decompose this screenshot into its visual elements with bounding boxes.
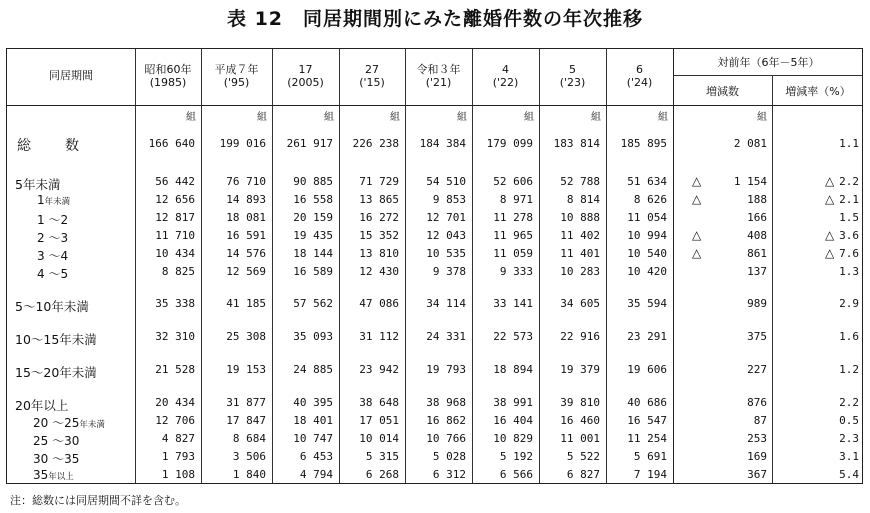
- table-cell: 11 054: [627, 211, 667, 224]
- table-cell: 23 291: [627, 330, 667, 343]
- row-label: [15, 396, 68, 414]
- unit-label: 組: [457, 112, 467, 123]
- negative-mark: △: [825, 192, 835, 206]
- row-label: [37, 265, 68, 282]
- table-cell: 226 238: [352, 137, 399, 150]
- table-title: 表 12 同居期間別にみた離婚件数の年次推移: [226, 8, 644, 30]
- table-cell: 199 016: [219, 137, 266, 150]
- table-cell: 8 684: [232, 432, 266, 445]
- unit-label: 組: [757, 112, 767, 123]
- table-cell: 10 829: [493, 432, 533, 445]
- table-cell: 12 656: [155, 193, 195, 206]
- table-cell: 4 794: [299, 468, 333, 481]
- table-cell: 56 442: [155, 175, 195, 188]
- table-cell: 12 043: [426, 229, 466, 242]
- unit-label: 組: [390, 112, 400, 123]
- header-year: [135, 63, 201, 89]
- table-cell: 38 648: [359, 396, 399, 409]
- table-cell: 52 788: [560, 175, 600, 188]
- table-cell: 6 566: [499, 468, 533, 481]
- table-cell: 32 310: [155, 330, 195, 343]
- table-cell: 8 825: [161, 265, 195, 278]
- table-cell: 6 268: [365, 468, 399, 481]
- table-cell: 1 108: [161, 468, 195, 481]
- table-cell: 4 827: [161, 432, 195, 445]
- row-label: [33, 468, 74, 482]
- header-year-top: 17: [298, 63, 313, 76]
- row-label-text: 20年以上: [15, 398, 69, 413]
- table-cell: 25 308: [226, 330, 266, 343]
- row-label-suffix: 年未満: [79, 420, 105, 430]
- table-cell: 35 338: [155, 297, 195, 310]
- table-cell: 10 766: [426, 432, 466, 445]
- table-cell: 13 810: [359, 247, 399, 260]
- table-cell: 22 573: [493, 330, 533, 343]
- header-rate: 増減率（%）: [785, 85, 851, 98]
- row-label: [15, 363, 97, 381]
- row-label: [33, 432, 79, 449]
- diff-cell: 227: [747, 363, 767, 376]
- rate-cell: 7.6: [839, 247, 859, 260]
- row-label: [37, 193, 70, 207]
- rate-cell: 2.2: [839, 175, 859, 188]
- table-cell: 5 691: [633, 450, 667, 463]
- diff-cell: 367: [747, 468, 767, 481]
- table-cell: 8 814: [566, 193, 600, 206]
- table-cell: 40 395: [293, 396, 333, 409]
- table-cell: 12 569: [226, 265, 266, 278]
- table-cell: 7 194: [633, 468, 667, 481]
- table-cell: 183 814: [553, 137, 600, 150]
- header-year: [405, 63, 472, 89]
- table-cell: 11 059: [493, 247, 533, 260]
- header-year-top: 昭和60年: [144, 63, 192, 76]
- table-cell: 10 747: [293, 432, 333, 445]
- diff-cell: 876: [747, 396, 767, 409]
- rate-cell: 1.6: [839, 330, 859, 343]
- table-cell: 41 185: [226, 297, 266, 310]
- table-cell: 47 086: [359, 297, 399, 310]
- table-cell: 23 942: [359, 363, 399, 376]
- table-cell: 19 606: [627, 363, 667, 376]
- header-year: [272, 63, 339, 89]
- row-label-text: 10～15年未満: [15, 332, 97, 347]
- table-cell: 9 378: [432, 265, 466, 278]
- table-cell: 11 401: [560, 247, 600, 260]
- row-label: [17, 135, 89, 155]
- unit-label: 組: [257, 112, 267, 123]
- row-label: [37, 211, 68, 228]
- header-year-top: 4: [502, 63, 509, 76]
- negative-mark: △: [692, 192, 702, 206]
- header-year: [539, 63, 606, 89]
- diff-cell: 169: [747, 450, 767, 463]
- rate-cell: 1.1: [839, 137, 859, 150]
- table-cell: 11 001: [560, 432, 600, 445]
- table-cell: 185 895: [620, 137, 667, 150]
- table-cell: 1 840: [232, 468, 266, 481]
- table-cell: 10 994: [627, 229, 667, 242]
- unit-label: 組: [324, 112, 334, 123]
- diff-cell: 2 081: [733, 137, 767, 150]
- header-year-bottom: ('15): [359, 76, 385, 89]
- table-cell: 24 331: [426, 330, 466, 343]
- table-cell: 16 558: [293, 193, 333, 206]
- table-cell: 57 562: [293, 297, 333, 310]
- rate-cell: 0.5: [839, 414, 859, 427]
- table-cell: 71 729: [359, 175, 399, 188]
- table-cell: 20 159: [293, 211, 333, 224]
- negative-mark: △: [692, 228, 702, 242]
- rate-cell: 3.1: [839, 450, 859, 463]
- table-cell: 76 710: [226, 175, 266, 188]
- diff-cell: 253: [747, 432, 767, 445]
- table-cell: 12 817: [155, 211, 195, 224]
- table-cell: 11 278: [493, 211, 533, 224]
- table-cell: 18 894: [493, 363, 533, 376]
- row-label: [37, 247, 68, 264]
- rate-cell: 1.5: [839, 211, 859, 224]
- table-cell: 3 506: [232, 450, 266, 463]
- unit-label: 組: [658, 112, 668, 123]
- table-cell: 11 254: [627, 432, 667, 445]
- table-cell: 16 591: [226, 229, 266, 242]
- table-cell: 16 547: [627, 414, 667, 427]
- diff-cell: 375: [747, 330, 767, 343]
- table-cell: 22 916: [560, 330, 600, 343]
- row-label: [33, 414, 105, 431]
- table-cell: 179 099: [486, 137, 533, 150]
- table-cell: 6 312: [432, 468, 466, 481]
- rate-cell: 3.6: [839, 229, 859, 242]
- table-cell: 12 430: [359, 265, 399, 278]
- rate-cell: 1.3: [839, 265, 859, 278]
- table-cell: 24 885: [293, 363, 333, 376]
- header-diff: 増減数: [706, 85, 739, 98]
- row-label-text: 1: [37, 193, 45, 207]
- diff-cell: 87: [753, 414, 767, 427]
- rate-cell: 2.3: [839, 432, 859, 445]
- row-label-text: 5年未満: [15, 177, 61, 192]
- row-label-text: 15～20年未満: [15, 365, 97, 380]
- table-cell: 16 404: [493, 414, 533, 427]
- row-label-text: 4 ～5: [37, 267, 69, 281]
- table-cell: 16 272: [359, 211, 399, 224]
- table-cell: 11 710: [155, 229, 195, 242]
- table-cell: 5 522: [566, 450, 600, 463]
- table-cell: 184 384: [419, 137, 466, 150]
- table-cell: 19 793: [426, 363, 466, 376]
- unit-label: 組: [524, 112, 534, 123]
- table-cell: 1 793: [161, 450, 195, 463]
- unit-label: 組: [186, 112, 196, 123]
- table-cell: 10 014: [359, 432, 399, 445]
- table-cell: 5 315: [365, 450, 399, 463]
- table-cell: 12 701: [426, 211, 466, 224]
- row-label: [15, 330, 97, 348]
- header-year: [201, 63, 272, 89]
- rate-cell: 2.9: [839, 297, 859, 310]
- row-label-text: 総 数: [17, 138, 89, 154]
- table-cell: 17 051: [359, 414, 399, 427]
- table-cell: 18 401: [293, 414, 333, 427]
- table-cell: 10 283: [560, 265, 600, 278]
- header-year-bottom: ('22): [492, 76, 519, 89]
- table-cell: 13 865: [359, 193, 399, 206]
- header-year-top: 6: [636, 63, 643, 76]
- table-cell: 261 917: [286, 137, 333, 150]
- header-year-bottom: (2005): [287, 76, 324, 89]
- negative-mark: △: [692, 174, 702, 188]
- header-year: [472, 63, 539, 89]
- table-cell: 33 141: [493, 297, 533, 310]
- row-label-text: 35: [33, 468, 49, 482]
- row-label-text: 3 ～4: [37, 249, 69, 263]
- col-divider: [673, 49, 674, 483]
- table-cell: 9 853: [432, 193, 466, 206]
- row-label-text: 20 ～25: [33, 416, 80, 430]
- header-period: 同居期間: [49, 69, 93, 82]
- table-cell: 40 686: [627, 396, 667, 409]
- rate-cell: 2.2: [839, 396, 859, 409]
- diff-cell: 1 154: [733, 175, 767, 188]
- table-cell: 34 114: [426, 297, 466, 310]
- table-cell: 19 379: [560, 363, 600, 376]
- table-cell: 10 434: [155, 247, 195, 260]
- row-label-text: 5～10年未満: [15, 299, 89, 314]
- diff-cell: 861: [747, 247, 767, 260]
- rate-cell: 5.4: [839, 468, 859, 481]
- row-divider: [7, 105, 862, 106]
- table-cell: 12 706: [155, 414, 195, 427]
- table-cell: 10 535: [426, 247, 466, 260]
- row-label-text: 30 ～35: [33, 452, 80, 466]
- table-cell: 18 144: [293, 247, 333, 260]
- row-label: [33, 450, 79, 467]
- table-cell: 166 640: [148, 137, 195, 150]
- table-cell: 11 402: [560, 229, 600, 242]
- table-cell: 90 885: [293, 175, 333, 188]
- row-label: [37, 229, 68, 246]
- table-cell: 19 153: [226, 363, 266, 376]
- table-cell: 14 893: [226, 193, 266, 206]
- table-cell: 35 093: [293, 330, 333, 343]
- table-cell: 6 453: [299, 450, 333, 463]
- table-cell: 51 634: [627, 175, 667, 188]
- col-divider: [772, 75, 773, 483]
- table-cell: 35 594: [627, 297, 667, 310]
- table-cell: 5 028: [432, 450, 466, 463]
- header-year-bottom: ('21): [425, 76, 452, 89]
- rate-cell: 2.1: [839, 193, 859, 206]
- negative-mark: △: [825, 246, 835, 260]
- table-cell: 39 810: [560, 396, 600, 409]
- negative-mark: △: [825, 174, 835, 188]
- table-cell: 20 434: [155, 396, 195, 409]
- row-divider: [673, 75, 862, 76]
- header-year-top: 平成７年: [214, 63, 259, 76]
- table-cell: 10 420: [627, 265, 667, 278]
- negative-mark: △: [692, 246, 702, 260]
- header-year-bottom: (1985): [149, 76, 187, 89]
- row-label-text: 1 ～2: [37, 213, 69, 227]
- diff-cell: 989: [747, 297, 767, 310]
- table-cell: 19 435: [293, 229, 333, 242]
- diff-cell: 137: [747, 265, 767, 278]
- table-cell: 10 888: [560, 211, 600, 224]
- table-cell: 34 605: [560, 297, 600, 310]
- footnote: 注：総数には同居期間不詳を含む。: [10, 494, 186, 507]
- header-year-bottom: ('95): [223, 76, 250, 89]
- rate-cell: 1.2: [839, 363, 859, 376]
- header-year-top: 令和３年: [416, 63, 461, 76]
- divorce-table: [6, 48, 863, 484]
- header-year: [606, 63, 673, 89]
- table-cell: 38 968: [426, 396, 466, 409]
- table-cell: 14 576: [226, 247, 266, 260]
- table-cell: 17 847: [226, 414, 266, 427]
- row-label-text: 25 ～30: [33, 434, 80, 448]
- table-cell: 6 827: [566, 468, 600, 481]
- table-cell: 54 510: [426, 175, 466, 188]
- table-cell: 5 192: [499, 450, 533, 463]
- table-cell: 18 081: [226, 211, 266, 224]
- table-cell: 31 112: [359, 330, 399, 343]
- table-cell: 21 528: [155, 363, 195, 376]
- table-cell: 16 589: [293, 265, 333, 278]
- table-cell: 31 877: [226, 396, 266, 409]
- negative-mark: △: [825, 228, 835, 242]
- row-label: [15, 297, 89, 315]
- table-cell: 16 862: [426, 414, 466, 427]
- unit-label: 組: [591, 112, 601, 123]
- table-cell: 15 352: [359, 229, 399, 242]
- header-year-top: 27: [365, 63, 379, 76]
- header-year: [339, 63, 405, 89]
- row-label-text: 2 ～3: [37, 231, 69, 245]
- row-label-suffix: 年以上: [48, 472, 74, 482]
- row-label: [15, 175, 60, 193]
- table-cell: 9 333: [499, 265, 533, 278]
- header-year-bottom: ('24): [626, 76, 653, 89]
- table-cell: 8 626: [633, 193, 667, 206]
- table-cell: 10 540: [627, 247, 667, 260]
- header-year-bottom: ('23): [559, 76, 586, 89]
- table-cell: 52 606: [493, 175, 533, 188]
- row-label-suffix: 年未満: [44, 197, 71, 207]
- header-year-top: 5: [569, 63, 576, 76]
- diff-cell: 166: [747, 211, 767, 224]
- diff-cell: 408: [747, 229, 767, 242]
- table-cell: 16 460: [560, 414, 600, 427]
- table-cell: 38 991: [493, 396, 533, 409]
- header-prev-year: 対前年（6年－5年）: [717, 56, 820, 69]
- table-cell: 11 965: [493, 229, 533, 242]
- table-cell: 8 971: [499, 193, 533, 206]
- diff-cell: 188: [747, 193, 767, 206]
